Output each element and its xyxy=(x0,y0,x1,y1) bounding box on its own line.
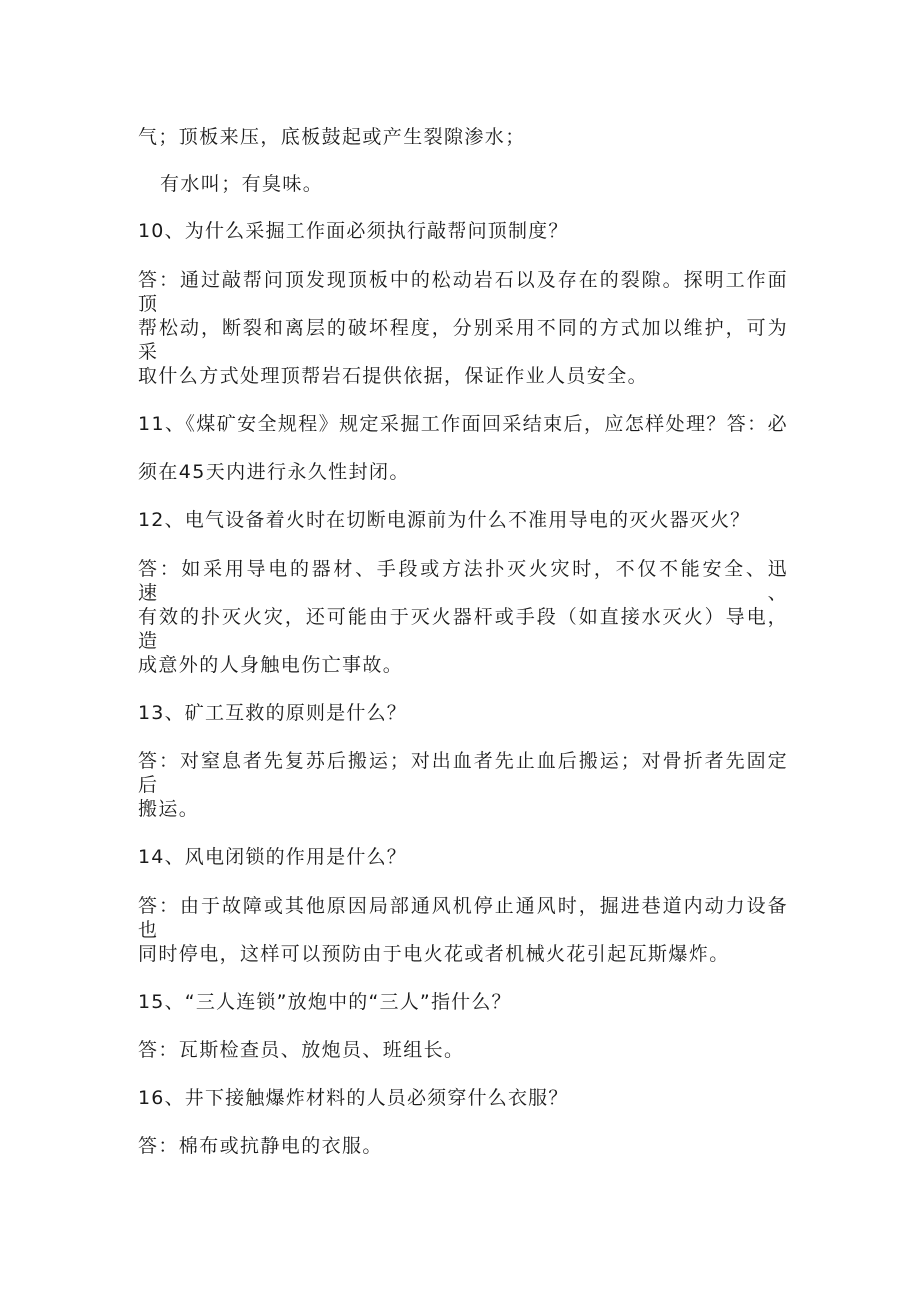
question-11-line-1: 11、《煤矿安全规程》规定采掘工作面回采结束后，应怎样处理？答：必 xyxy=(138,413,788,435)
text-line-continuation-1: 气；顶板来压，底板鼓起或产生裂隙渗水； xyxy=(138,126,526,148)
question-10: 10、为什么采掘工作面必须执行敲帮问顶制度？ xyxy=(138,220,569,242)
answer-13-line-2: 搬运。 xyxy=(138,798,200,820)
question-15: 15、“三人连锁”放炮中的“三人”指什么？ xyxy=(138,991,512,1013)
question-13: 13、矿工互救的原则是什么？ xyxy=(138,702,407,724)
answer-14-line-1: 答：由于故障或其他原因局部通风机停止通风时，掘进巷道内动力设备也 xyxy=(138,895,788,941)
answer-14-line-2: 同时停电，这样可以预防由于电火花或者机械火花引起瓦斯爆炸。 xyxy=(138,943,730,965)
answer-12-line-1: 答：如采用导电的器材、手段或方法扑灭火灾时，不仅不能安全、迅速、 xyxy=(138,558,788,604)
answer-10-line-2: 帮松动，断裂和离层的破坏程度，分别采用不同的方式加以维护，可为采 xyxy=(138,317,788,363)
answer-13-line-1: 答：对窒息者先复苏后搬运；对出血者先止血后搬运；对骨折者先固定后 xyxy=(138,750,788,796)
answer-12-line-3: 成意外的人身触电伤亡事故。 xyxy=(138,654,404,676)
answer-10-line-3: 取什么方式处理顶帮岩石提供依据，保证作业人员安全。 xyxy=(138,365,649,387)
answer-15: 答：瓦斯检查员、放炮员、班组长。 xyxy=(138,1039,465,1061)
question-12: 12、电气设备着火时在切断电源前为什么不准用导电的灭火器灭火？ xyxy=(138,509,751,531)
answer-12-line-2: 有效的扑灭火灾，还可能由于灭火器杆或手段（如直接水灭火）导电，造 xyxy=(138,606,788,652)
answer-16: 答：棉布或抗静电的衣服。 xyxy=(138,1135,383,1157)
question-16: 16、井下接触爆炸材料的人员必须穿什么衣服？ xyxy=(138,1087,569,1109)
answer-10-line-1: 答：通过敲帮问顶发现顶板中的松动岩石以及存在的裂隙。探明工作面顶 xyxy=(138,269,788,315)
text-line-continuation-2: 有水叫；有臭味。 xyxy=(160,173,324,195)
question-11-line-2: 须在45天内进行永久性封闭。 xyxy=(138,461,410,483)
question-14: 14、风电闭锁的作用是什么？ xyxy=(138,846,407,868)
